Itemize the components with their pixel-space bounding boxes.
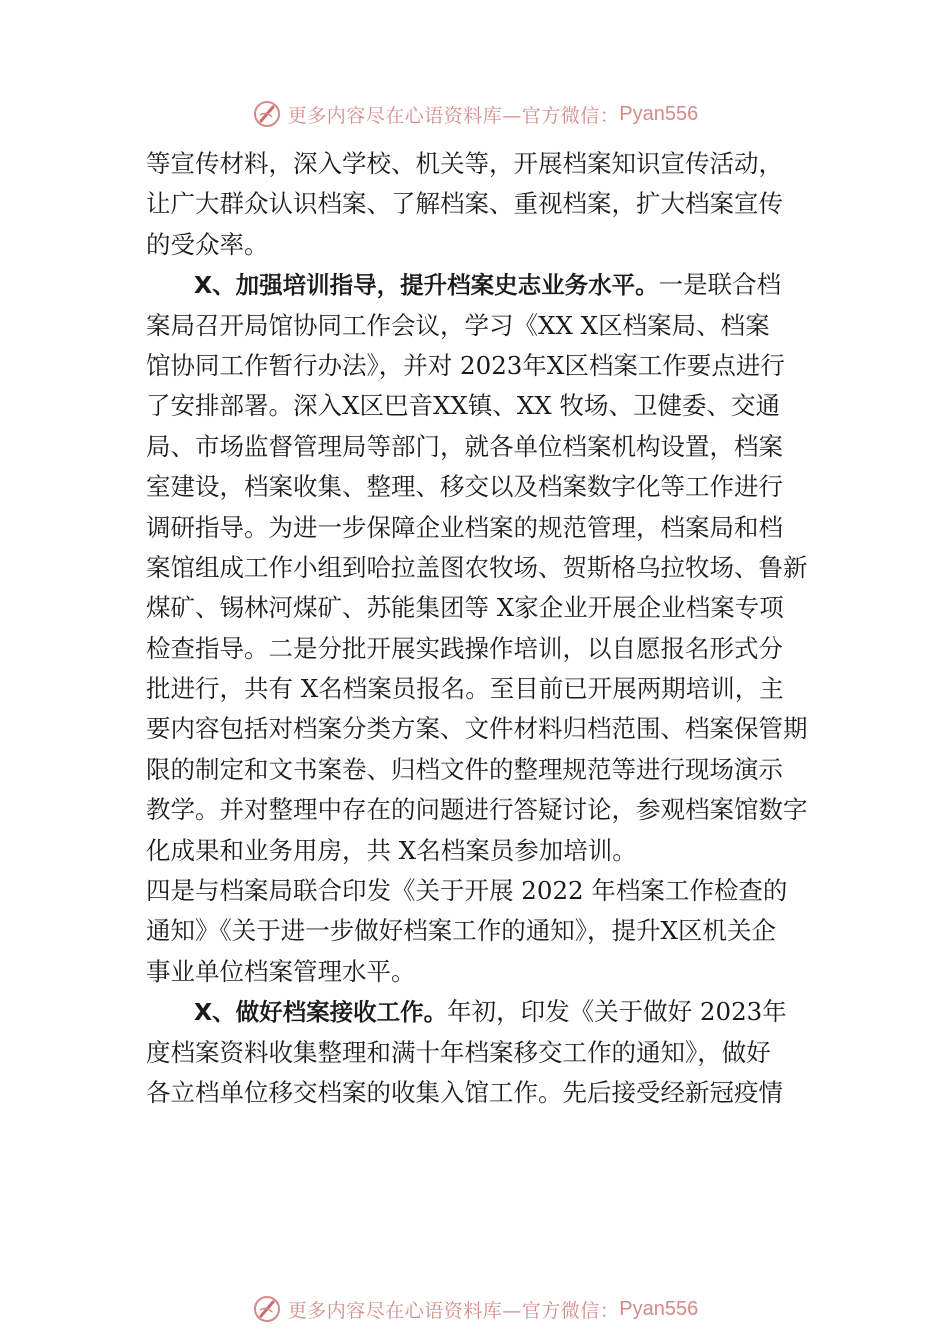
- text-line: 让广大群众认识档案、了解档案、重视档案，扩大档案宣传: [146, 189, 783, 219]
- text-line: 的受众率。: [146, 229, 269, 259]
- watermark-text: 更多内容尽在心语资料库—官方微信：: [287, 104, 620, 127]
- text-line: 四是与档案局联合印发《关于开展 2022 年档案工作检查的: [146, 876, 788, 906]
- document-body: [146, 144, 822, 1113]
- text-line: 馆协同工作暂行办法》，并对 2023年X区档案工作要点进行: [146, 350, 785, 380]
- text-line: 室建设，档案收集、整理、移交以及档案数字化等工作进行: [146, 472, 783, 502]
- text-line: 各立档单位移交档案的收集入馆工作。先后接受经新冠疫情: [146, 1077, 783, 1107]
- watermark-footer: [0, 1289, 950, 1329]
- heading-bold: X、做好档案接收工作。: [194, 998, 448, 1027]
- watermark-id: Pyan556: [619, 102, 699, 125]
- text-line: 事业单位档案管理水平。: [146, 956, 416, 986]
- text-line: 局、市场监督管理局等部门，就各单位档案机构设置，档案: [146, 431, 783, 461]
- section-heading-archive-receiving: [146, 992, 822, 1032]
- section-heading-training: [146, 265, 822, 305]
- text-line: 通知》《关于进一步做好档案工作的通知》，提升X区机关企: [146, 916, 776, 946]
- text-line: 了安排部署。深入X区巴音XX镇、XX 牧场、卫健委、交通: [146, 391, 780, 421]
- brush-logo-icon: [252, 99, 282, 129]
- text-line: 教学。并对整理中存在的问题进行答疑讨论，参观档案馆数字: [146, 795, 808, 825]
- text-line: 案局召开局馆协同工作会议，学习《XX X区档案局、档案: [146, 310, 770, 340]
- heading-rest: 一是联合档: [658, 270, 782, 300]
- text-line: 化成果和业务用房，共 X名档案员参加培训。: [146, 835, 637, 865]
- text-line: 批进行，共有 X名档案员报名。至目前已开展两期培训，主: [146, 674, 784, 704]
- watermark-header: [0, 94, 950, 134]
- heading-bold: X、加强培训指导，提升档案史志业务水平。: [194, 271, 659, 300]
- heading-rest: 年初，印发《关于做好 2023年: [447, 997, 787, 1027]
- text-line: 等宣传材料，深入学校、机关等，开展档案知识宣传活动，: [146, 149, 783, 178]
- text-line: 检查指导。二是分批开展实践操作培训，以自愿报名形式分: [146, 633, 783, 663]
- brush-logo-icon: [252, 1294, 282, 1324]
- text-line: 限的制定和文书案卷、归档文件的整理规范等进行现场演示: [146, 754, 783, 784]
- watermark-text: 更多内容尽在心语资料库—官方微信：: [287, 1299, 620, 1322]
- text-line: 调研指导。为进一步保障企业档案的规范管理，档案局和档: [146, 512, 783, 542]
- text-line: 度档案资料收集整理和满十年档案移交工作的通知》，做好: [146, 1037, 771, 1067]
- text-line: 要内容包括对档案分类方案、文件材料归档范围、档案保管期: [146, 714, 808, 744]
- text-line: 煤矿、锡林河煤矿、苏能集团等 X家企业开展企业档案专项: [146, 593, 784, 623]
- text-line: 案馆组成工作小组到哈拉盖图农牧场、贺斯格乌拉牧场、鲁新: [146, 552, 808, 582]
- watermark-id: Pyan556: [619, 1297, 699, 1320]
